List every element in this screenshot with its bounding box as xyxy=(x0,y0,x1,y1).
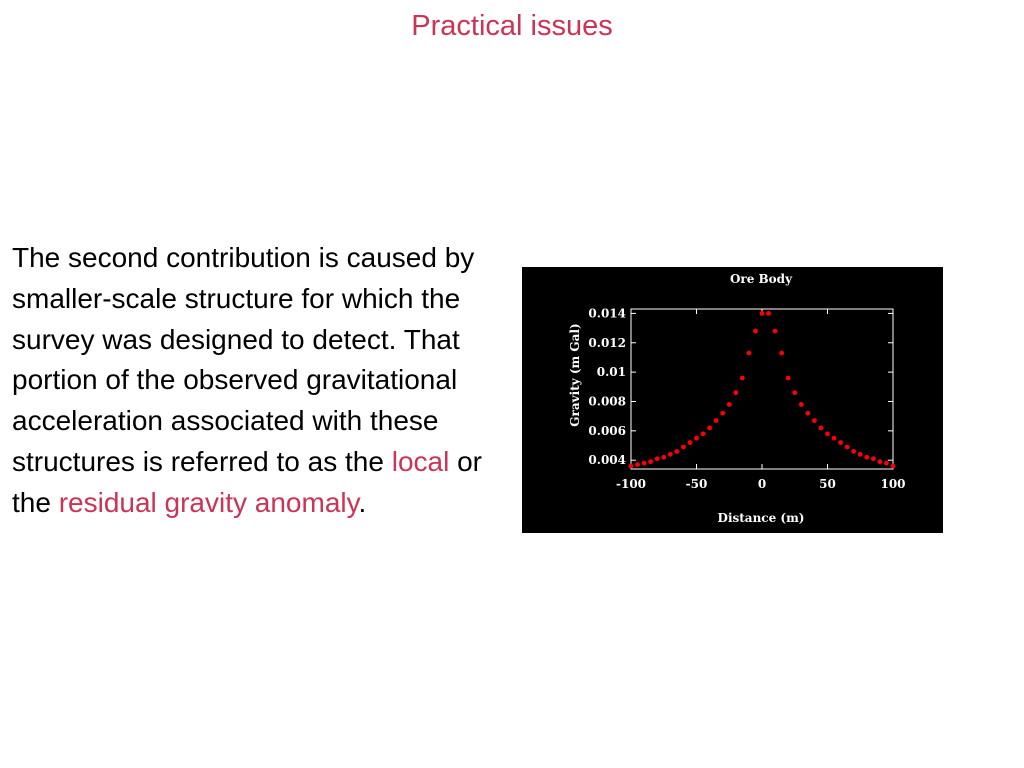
y-tick-label: 0.01 xyxy=(596,365,626,380)
y-axis xyxy=(588,306,893,467)
x-tick-label: -50 xyxy=(685,477,708,491)
term-residual-gravity-anomaly: residual gravity anomaly xyxy=(58,486,359,518)
x-axis xyxy=(616,309,906,491)
x-tick-label: 50 xyxy=(819,477,836,491)
data-point xyxy=(832,436,837,441)
data-point xyxy=(884,461,889,466)
data-point xyxy=(642,461,647,466)
y-tick-label: 0.004 xyxy=(588,453,626,468)
y-tick-label: 0.006 xyxy=(588,423,626,438)
data-point xyxy=(635,462,640,467)
y-tick-label: 0.008 xyxy=(588,394,626,409)
data-points xyxy=(629,311,896,468)
data-point xyxy=(819,425,824,430)
data-point xyxy=(812,418,817,423)
data-point xyxy=(688,440,693,445)
data-point xyxy=(864,455,869,460)
data-point xyxy=(871,456,876,461)
plot-frame xyxy=(631,309,893,469)
data-point xyxy=(655,456,660,461)
data-point xyxy=(747,351,752,356)
y-tick-label: 0.014 xyxy=(588,306,626,321)
data-point xyxy=(740,376,745,381)
y-tick-label: 0.012 xyxy=(588,335,626,350)
data-point xyxy=(714,418,719,423)
data-point xyxy=(799,402,804,407)
data-point xyxy=(720,411,725,416)
data-point xyxy=(858,452,863,457)
data-point xyxy=(648,459,653,464)
data-point xyxy=(845,445,850,450)
chart-svg xyxy=(522,267,943,533)
data-point xyxy=(779,351,784,356)
gravity-chart xyxy=(522,267,943,533)
data-point xyxy=(838,440,843,445)
data-point xyxy=(773,329,778,334)
data-point xyxy=(825,431,830,436)
x-tick-label: 100 xyxy=(880,477,906,491)
term-local: local xyxy=(391,445,450,477)
body-paragraph xyxy=(12,238,482,524)
data-point xyxy=(805,411,810,416)
data-point xyxy=(707,425,712,430)
paragraph-text-1: The second contribution is caused by smaller-scale structure for which the survey was designed to detect. That portion of the observed gravitational acceleration associated with these structures is referred to as the xyxy=(12,242,475,477)
x-tick-label: 0 xyxy=(757,477,767,491)
data-point xyxy=(792,390,797,395)
data-point xyxy=(629,464,634,469)
x-axis-label: Distance (m) xyxy=(717,511,805,525)
y-axis-label: Gravity (m Gal) xyxy=(568,323,582,427)
data-point xyxy=(674,449,679,454)
data-point xyxy=(694,436,699,441)
data-point xyxy=(661,455,666,460)
data-point xyxy=(733,390,738,395)
data-point xyxy=(878,459,883,464)
data-point xyxy=(760,311,765,316)
data-point xyxy=(753,329,758,334)
data-point xyxy=(668,452,673,457)
data-point xyxy=(701,431,706,436)
paragraph-text-3: . xyxy=(358,486,367,518)
x-tick-label: -100 xyxy=(615,477,647,491)
data-point xyxy=(786,376,791,381)
slide-title: Practical issues xyxy=(411,10,613,42)
data-point xyxy=(766,311,771,316)
chart-title: Ore Body xyxy=(729,272,793,286)
data-point xyxy=(727,402,732,407)
data-point xyxy=(681,445,686,450)
paragraph-text-2: or the xyxy=(12,445,482,518)
data-point xyxy=(891,464,896,469)
data-point xyxy=(851,449,856,454)
